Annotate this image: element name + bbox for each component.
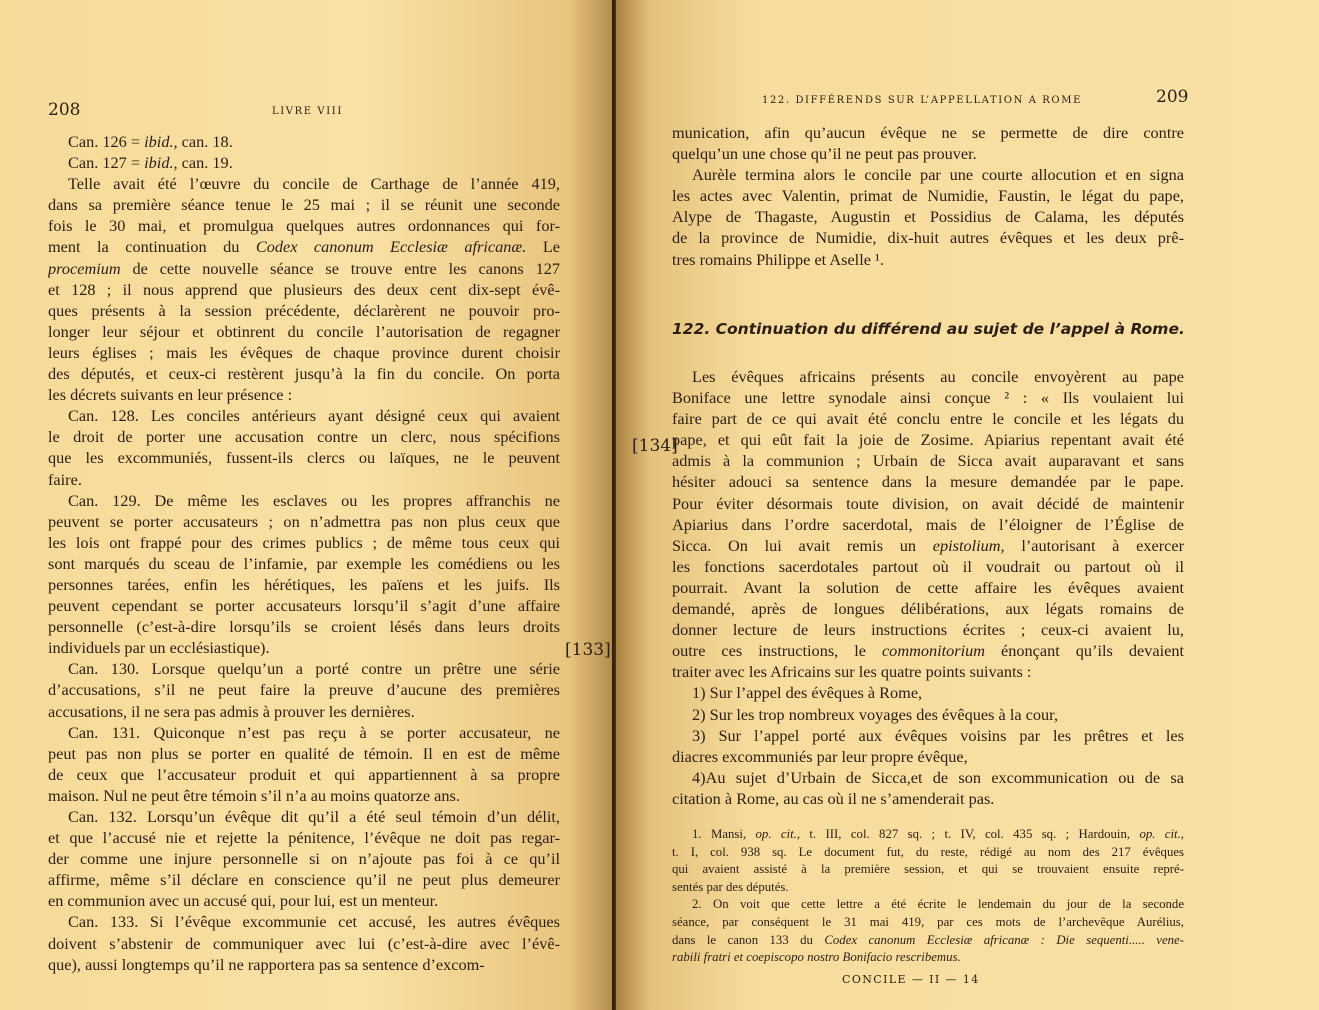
text-line: hésiter adouci sa sentence dans la mesure demandée par le pape.: [672, 472, 1184, 492]
text-line: des députés, et ceux-ci restèrent jusqu’à la fin du concile. On porta: [48, 364, 560, 384]
text-line: les actes avec Valentin, primat de Numidie, Faustin, le légat du pape,: [672, 186, 1184, 206]
text-line: de la province de Numidie, dix-huit autres évêques et les deux prê-: [672, 228, 1184, 248]
text-line: donner lecture de leurs instructions écrites ; ceux-ci avaient lu,: [672, 620, 1184, 640]
footnote-line: dans le canon 133 du Codex canonum Ecclesiæ africanæ : Die sequenti..... vene-: [672, 932, 1184, 947]
text-line: 1) Sur l’appel des évêques à Rome,: [692, 683, 923, 703]
text-line: longer leur séjour et obtinrent du concile l’autorisation de regagner: [48, 321, 560, 341]
text-line: les lois ont frappé pour des crimes publics ; de même tous ceux qui: [48, 532, 560, 552]
text-line: leurs églises ; mais les évêques de chaque province durent choisir: [48, 342, 560, 362]
text-line: doivent s’abstenir de communiquer avec lui (c’est-à-dire avec l’évê-: [48, 933, 560, 953]
text-line: maison. Nul ne peut être témoin s’il n’a au moins quatorze ans.: [48, 785, 460, 805]
text-line: Alype de Thagaste, Augustin et Possidius de Calama, les députés: [672, 207, 1184, 227]
text-line: procemium de cette nouvelle séance se trouve entre les canons 127: [48, 258, 560, 278]
text-line: demandé, après de longues délibérations, aux légats romains de: [672, 599, 1184, 619]
left-page: [0, 0, 612, 1010]
text-line: ques présents à la session précédente, déclarèrent ne pouvoir pro-: [48, 300, 560, 320]
signature-mark: CONCILE — II — 14: [842, 973, 980, 986]
text-line: Les évêques africains présents au concile envoyèrent au pape: [692, 367, 1184, 386]
text-line: le droit de porter une accusation contre un clerc, nous spécifions: [48, 427, 560, 447]
text-line: 4)Au sujet d’Urbain de Sicca,et de son excommunication ou de sa: [692, 767, 1184, 787]
text-line: personnelle (c’est-à-dire lorsqu’ils se croient lésés dans leurs droits: [48, 617, 560, 637]
footnote-line: séance, par conséquent le 31 mai 419, par ces mots de l’archevêque Aurélius,: [672, 914, 1184, 929]
text-line: peuvent se porter accusateurs ; on n’admettra pas non plus ceux que: [48, 511, 560, 531]
text-line: fois le 30 mai, et promulgua quelques autres ordonnances qui for-: [48, 216, 560, 236]
text-line: Can. 133. Si l’évêque excommunie cet accusé, les autres évêques: [68, 912, 560, 932]
text-line: et 128 ; il nous apprend que plusieurs des deux cent dix-sept évê-: [48, 279, 560, 299]
text-line: Can. 132. Lorsqu’un évêque dit qu’il a été seul témoin d’un délit,: [68, 807, 560, 826]
text-line: et que l’accusé nie et rejette la pénitence, l’évêque ne doit pas regar-: [48, 828, 560, 848]
text-line: les décrets suivants en leur présence :: [48, 385, 293, 405]
margin-reference: [134]: [632, 436, 678, 456]
text-line: diacres excommuniés par leur propre évêque,: [672, 746, 968, 766]
footnote-line: t. I, col. 938 sq. Le document fut, du reste, rédigé au nom des 217 évêques: [672, 844, 1184, 859]
left-body-text: [48, 131, 560, 975]
text-line: affirme, même s’il déclare en conscience qu’il ne peut plus demeurer: [48, 870, 560, 890]
text-line: 2) Sur les trop nombreux voyages des évêques à la cour,: [692, 704, 1059, 724]
text-line: en communion avec un accusé qui, pour lui, est un menteur.: [48, 891, 439, 911]
text-line: d’accusations, s’il ne peut faire la preuve d’aucune des premières: [48, 680, 560, 700]
footnote-line: rabili fratri et coepiscopo nostro Bonifacio rescribemus.: [672, 950, 961, 965]
text-line: Aurèle termina alors le concile par une courte allocution et en signa: [692, 165, 1184, 185]
running-head: 122. DIFFÉRENDS SUR L’APPELLATION A ROME: [762, 95, 1082, 106]
text-line: que), aussi longtemps qu’il ne rapportera pas sa sentence d’excom-: [48, 954, 485, 974]
text-line: accusations, il ne sera pas admis à prouver les dernières.: [48, 701, 415, 721]
text-line: pape, et qui eût fait la joie de Zosime. Apiarius repentant avait été: [672, 430, 1184, 450]
footnotes: [672, 826, 1184, 967]
footnote-line: 2. On voit que cette lettre a été écrite le lendemain du jour de la seconde: [692, 897, 1184, 912]
text-line: que les excommuniés, fussent-ils clercs ou laïques, ne le peuvent: [48, 448, 560, 468]
text-line: outre ces instructions, le commonitorium énonçant qu’ils devaient: [672, 641, 1184, 661]
text-line: peut pas non plus se porter en qualité de témoin. Il en est de même: [48, 743, 560, 763]
footnote-line: 1. Mansi, op. cit., t. III, col. 827 sq. ; t. IV, col. 435 sq. ; Hardouin, op. cit.,: [692, 827, 1184, 841]
page-number: 209: [1156, 87, 1189, 107]
text-line: ment la continuation du Codex canonum Ecclesiæ africanæ. Le: [48, 237, 560, 257]
text-line: dans sa première séance tenue le 25 mai ; il se réunit une seconde: [48, 195, 560, 215]
text-line: Can. 128. Les conciles antérieurs ayant désigné ceux qui avaient: [68, 406, 560, 426]
page-number: 208: [48, 100, 81, 120]
text-line: faire part de ce qui avait été conclu entre le concile et les légats du: [672, 409, 1184, 429]
footnote-line: sentés par des députés.: [672, 879, 789, 894]
text-line: Can. 127 = ibid., can. 19.: [68, 153, 233, 173]
section-title: 122. Continuation du différend au sujet de l’appel à Rome.: [672, 320, 1185, 338]
text-line: Sicca. On lui avait remis un epistolium, l’autorisant à exercer: [672, 535, 1184, 555]
running-head: LIVRE VIII: [272, 106, 343, 117]
text-line: Pour éviter désormais toute division, on avait décidé de maintenir: [672, 493, 1184, 513]
text-line: Can. 130. Lorsque quelqu’un a porté contre un prêtre une série: [68, 659, 560, 679]
text-line: les fonctions sacerdotales partout où il voudrait ou partout où il: [672, 556, 1184, 576]
text-line: admis à la communion ; Urbain de Sicca avait auparavant et sans: [672, 451, 1184, 471]
text-line: sont marqués du sceau de l’infamie, par exemple les comédiens ou les: [48, 553, 560, 573]
text-line: peuvent cependant se porter accusateurs lorsqu’il s’agit d’une affaire: [48, 596, 560, 616]
text-line: de ceux que l’accusateur produit et qui appartiennent à sa propre: [48, 764, 560, 784]
text-line: 3) Sur l’appel porté aux évêques voisins par les prêtres et les: [692, 725, 1184, 745]
text-line: personnes tarées, enfin les hérétiques, les païens et les juifs. Ils: [48, 574, 560, 594]
text-line: quelqu’un une chose qu’il ne peut pas prouver.: [672, 144, 977, 164]
text-line: tres romains Philippe et Aselle ¹.: [672, 249, 884, 269]
right-main-text: [672, 366, 1184, 809]
text-line: Can. 126 = ibid., can. 18.: [68, 132, 233, 151]
right-top-text: [672, 122, 1184, 270]
margin-reference: [133]: [565, 640, 611, 660]
text-line: Telle avait été l’œuvre du concile de Carthage de l’année 419,: [68, 174, 560, 194]
text-line: munication, afin qu’aucun évêque ne se permette de dire contre: [672, 123, 1184, 142]
text-line: Can. 129. De même les esclaves ou les propres affranchis ne: [68, 490, 560, 510]
text-line: traiter avec les Africains sur les quatre points suivants :: [672, 662, 1032, 682]
text-line: Can. 131. Quiconque n’est pas reçu à se porter accusateur, ne: [68, 722, 560, 742]
footnote-line: qui avaient assisté à la première session, et qui se trouvaient ensuite repré-: [672, 862, 1184, 877]
right-page: [616, 0, 1319, 1010]
text-line: Boniface une lettre synodale ainsi conçue ² : « Ils voulaient lui: [672, 388, 1184, 408]
text-line: pourrait. Avant la solution de cette affaire les évêques avaient: [672, 577, 1184, 597]
text-line: faire.: [48, 469, 82, 489]
text-line: citation à Rome, au cas où il ne s’amenderait pas.: [672, 788, 995, 808]
text-line: individuels par un ecclésiastique).: [48, 638, 270, 658]
text-line: der comme une injure personnelle si on n’ajoute pas foi à ce qu’il: [48, 849, 560, 869]
text-line: Apiarius dans l’ordre sacerdotal, mais de l’éloigner de l’Église de: [672, 514, 1184, 534]
